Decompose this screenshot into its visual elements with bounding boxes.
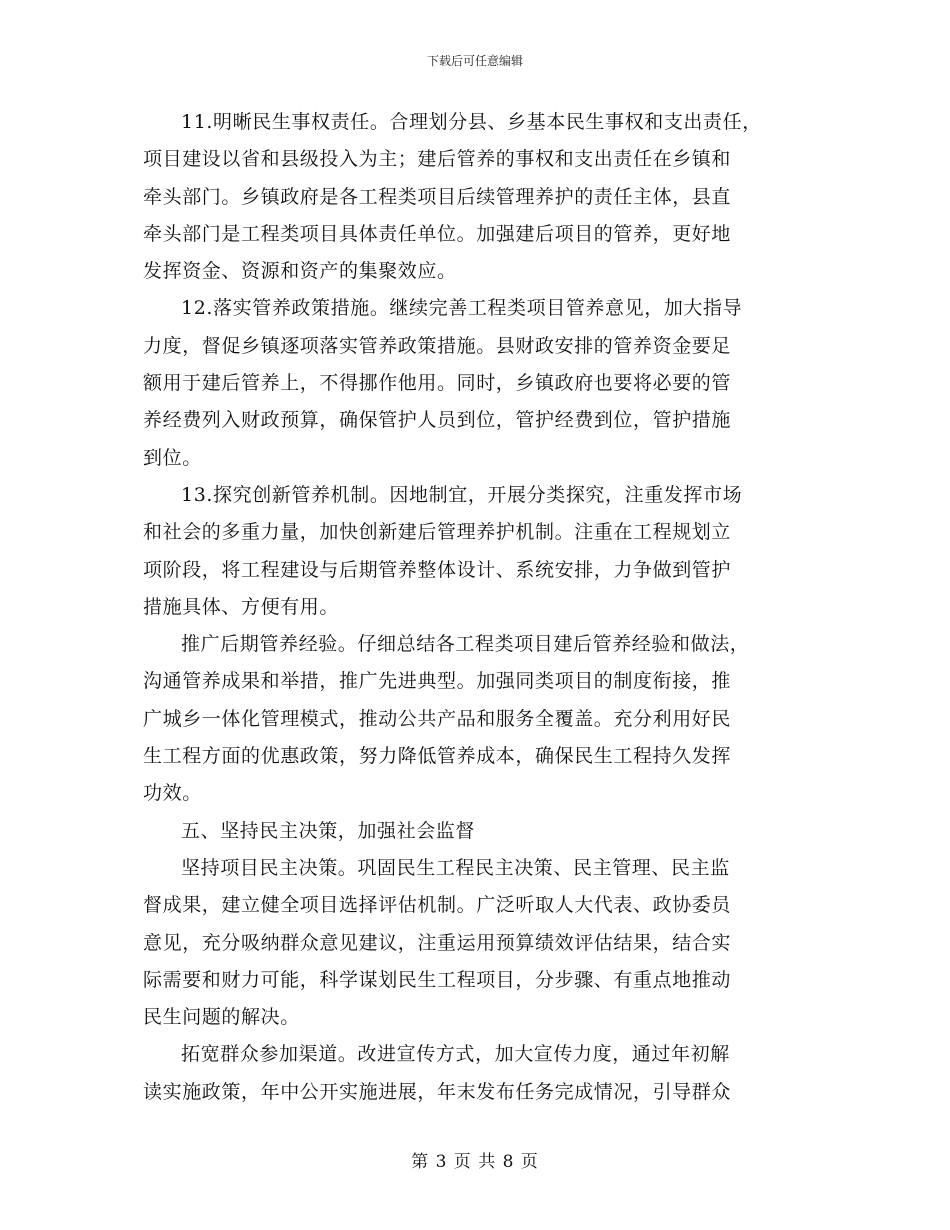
text-line: 推广后期管养经验。仔细总结各工程类项目建后管养经验和做法，: [181, 633, 750, 656]
text-line: 11.明晰民生事权责任。合理划分县、乡基本民生事权和支出责任，: [181, 111, 762, 133]
text-line: 际需要和财力可能，科学谋划民生工程项目，分步骤、有重点地推动: [143, 968, 732, 991]
text-line: 到位。: [143, 446, 202, 469]
text-line: 读实施政策，年中公开实施进展，年末发布任务完成情况，引导群众: [143, 1080, 732, 1103]
text-line: 坚持项目民主决策。巩固民生工程民主决策、民主管理、民主监: [181, 856, 730, 879]
text-line: 和社会的多重力量，加快创新建后管理养护机制。注重在工程规划立: [143, 521, 732, 544]
text-line: 措施具体、方便有用。: [143, 595, 340, 618]
text-line: 意见，充分吸纳群众意见建议，注重运用预算绩效评估结果，结合实: [143, 931, 732, 954]
page-footer: 第 3 页 共 8 页: [411, 1152, 539, 1172]
text-line: 拓宽群众参加渠道。改进宣传方式，加大宣传力度，通过年初解: [181, 1043, 730, 1066]
text-line: 民生问题的解决。: [143, 1006, 300, 1029]
text-line: 督成果，建立健全项目选择评估机制。广泛听取人大代表、政协委员: [143, 894, 732, 917]
text-line: 牵头部门。乡镇政府是各工程类项目后续管理养护的责任主体，县直: [143, 185, 732, 208]
text-line: 牵头部门是工程类项目具体责任单位。加强建后项目的管养，更好地: [143, 222, 732, 245]
text-line: 项目建设以省和县级投入为主；建后管养的事权和支出责任在乡镇和: [143, 148, 732, 171]
page-header: 下载后可任意编辑: [426, 54, 523, 68]
text-line: 发挥资金、资源和资产的集聚效应。: [143, 260, 457, 283]
text-line: 沟通管养成果和举措，推广先进典型。加强同类项目的制度衔接，推: [143, 670, 732, 693]
text-line: 五、坚持民主决策，加强社会监督: [181, 819, 476, 842]
text-line: 项阶段，将工程建设与后期管养整体设计、系统安排，力争做到管护: [143, 558, 732, 581]
text-line: 广城乡一体化管理模式，推动公共产品和服务全覆盖。充分利用好民: [143, 707, 732, 730]
text-line: 13.探究创新管养机制。因地制宜，开展分类探究，注重发挥市场: [181, 483, 743, 506]
text-line: 力度，督促乡镇逐项落实管养政策措施。县财政安排的管养资金要足: [143, 334, 732, 357]
text-line: 生工程方面的优惠政策，努力降低管养成本，确保民生工程持久发挥: [143, 745, 732, 768]
document-body: [143, 104, 813, 1111]
text-line: 额用于建后管养上，不得挪作他用。同时，乡镇政府也要将必要的管: [143, 372, 732, 395]
text-line: 12.落实管养政策措施。继续完善工程类项目管养意见，加大指导: [181, 297, 743, 320]
text-line: 功效。: [143, 782, 202, 805]
text-line: 养经费列入财政预算，确保管护人员到位，管护经费到位，管护措施: [143, 409, 732, 432]
